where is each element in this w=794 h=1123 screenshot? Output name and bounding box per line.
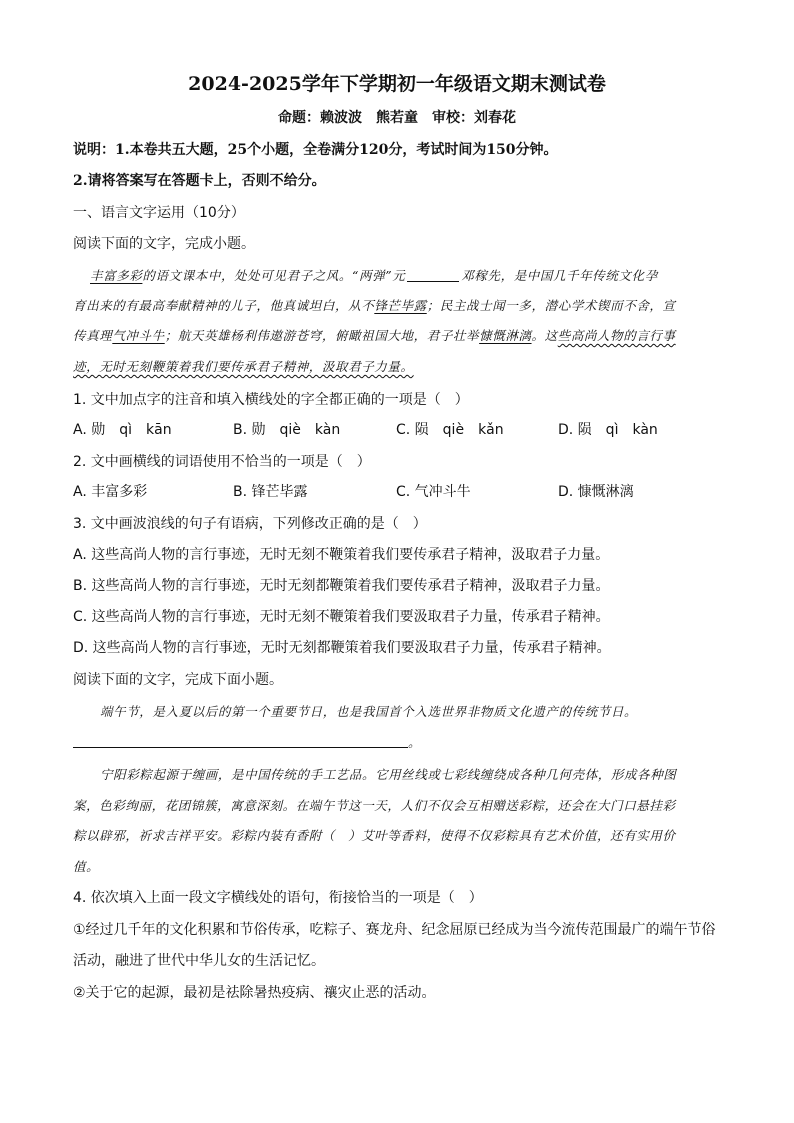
q4-item-1-line-2: 活动，融进了世代中华儿女的生活记忆。 xyxy=(73,953,325,969)
question-1-stem: 1. 文中加点字的注音和填入横线处的字全都正确的一项是（ ） xyxy=(73,392,469,408)
passage1-line-2 xyxy=(73,296,676,316)
q1-option-a[interactable]: A. 勋 qì kān xyxy=(73,422,172,438)
q3-option-b[interactable]: B. 这些高尚人物的言行事迹，无时无刻都鞭策着我们要传承君子精神，汲取君子力量。 xyxy=(73,578,610,594)
passage1-line-4 xyxy=(73,357,414,377)
q1-option-d[interactable]: D. 陨 qì kàn xyxy=(558,422,658,438)
passage-text: 的语文课本中，处处可见君子之风。“两弹”元 xyxy=(142,268,406,283)
q4-item-1-line-1: ①经过几千年的文化积累和节俗传承，吃粽子、赛龙舟、纪念屈原已经成为当今流传范围最广的端午节俗 xyxy=(73,922,716,938)
question-4-stem: 4. 依次填入上面一段文字横线处的语句，衔接恰当的一项是（ ） xyxy=(73,890,483,906)
q2-option-c[interactable]: C. 气冲斗牛 xyxy=(396,484,471,500)
q3-option-a[interactable]: A. 这些高尚人物的言行事迹，无时无刻不鞭策着我们要传承君子精神，汲取君子力量。 xyxy=(73,547,610,563)
passage2-line-4: 案，色彩绚丽，花团锦簇，寓意深刻。在端午节这一天，人们不仅会互相赠送彩粽，还会在大门口悬挂彩 xyxy=(73,798,676,813)
q2-option-a[interactable]: A. 丰富多彩 xyxy=(73,484,148,500)
passage-text: ；航天英雄杨利伟遨游苍穹，俯瞰祖国大地，君子壮举 xyxy=(164,328,480,343)
passage2-line-6: 值。 xyxy=(73,859,100,874)
passage-text: 邓稼先，是中国几千年传统文化孕 xyxy=(461,268,658,283)
passage2-line-5: 粽以辟邪，祈求吉祥平安。彩粽内装有香附（ ）艾叶等香料，使得不仅彩粽具有艺术价值，还有实用价 xyxy=(73,828,676,843)
q2-option-d[interactable]: D. 慷慨淋漓 xyxy=(558,484,634,500)
exam-authors: 命题：赖波波 熊若童 审校：刘春花 xyxy=(278,110,516,126)
underlined-term: 锋芒毕露 xyxy=(374,298,427,313)
reading-intro-1: 阅读下面的文字，完成小题。 xyxy=(73,236,255,252)
q4-item-2: ②关于它的起源，最初是祛除暑热疫病、禳灾止恶的活动。 xyxy=(73,985,436,1001)
passage-text: 传真理 xyxy=(73,328,113,343)
q2-option-b[interactable]: B. 锋芒毕露 xyxy=(233,484,308,500)
passage-text: 。这 xyxy=(531,328,558,343)
reading-intro-2: 阅读下面的文字，完成下面小题。 xyxy=(73,672,283,688)
underlined-term: 丰富多彩 xyxy=(90,268,143,283)
q1-option-b[interactable]: B. 勋 qiè kàn xyxy=(233,422,341,438)
underlined-term: 慷慨淋漓 xyxy=(479,328,532,343)
q3-option-c[interactable]: C. 这些高尚人物的言行事迹，无时无刻不鞭策着我们要汲取君子力量，传承君子精神。 xyxy=(73,609,610,625)
question-2-stem: 2. 文中画横线的词语使用不恰当的一项是（ ） xyxy=(73,454,371,470)
passage-text: ；民主战士闻一多，潜心学术锲而不舍，宣 xyxy=(426,298,676,313)
instructions-line-1: 说明：1.本卷共五大题，25个小题，全卷满分120分，考试时间为150分钟。 xyxy=(73,142,558,158)
passage-text: 育出来的有最高奉献精神的儿子，他真诚坦白，从不 xyxy=(73,298,375,313)
wavy-sentence: 些高尚人物的言行事 xyxy=(557,328,676,343)
passage2-line-1: 端午节，是入夏以后的第一个重要节日，也是我国首个入选世界非物质文化遗产的传统节日。 xyxy=(100,704,638,719)
wavy-sentence: 迹，无时无刻鞭策着我们要传承君子精神，汲取君子力量。 xyxy=(73,359,414,374)
fill-blank-long xyxy=(73,747,408,748)
fill-blank xyxy=(407,267,459,282)
passage2-line-3: 宁阳彩粽起源于缠画，是中国传统的手工艺品。它用丝线或七彩线缠绕成各种几何壳体，形成各种图 xyxy=(100,767,677,782)
exam-title: 2024-2025学年下学期初一年级语文期末测试卷 xyxy=(188,73,606,95)
q3-option-d[interactable]: D. 这些高尚人物的言行事迹，无时无刻都鞭策着我们要汲取君子力量，传承君子精神。 xyxy=(73,640,611,656)
underlined-term: 气冲斗牛 xyxy=(112,328,165,343)
question-3-stem: 3. 文中画波浪线的句子有语病，下列修改正确的是（ ） xyxy=(73,516,427,532)
section-heading: 一、语言文字运用（10分） xyxy=(73,205,245,221)
q1-option-c[interactable]: C. 陨 qiè kǎn xyxy=(396,422,504,438)
passage1-line-3 xyxy=(73,326,676,346)
passage1-line-1 xyxy=(90,266,658,286)
passage2-line-2-end: 。 xyxy=(408,735,422,750)
instructions-line-2: 2.请将答案写在答题卡上，否则不给分。 xyxy=(73,173,326,189)
